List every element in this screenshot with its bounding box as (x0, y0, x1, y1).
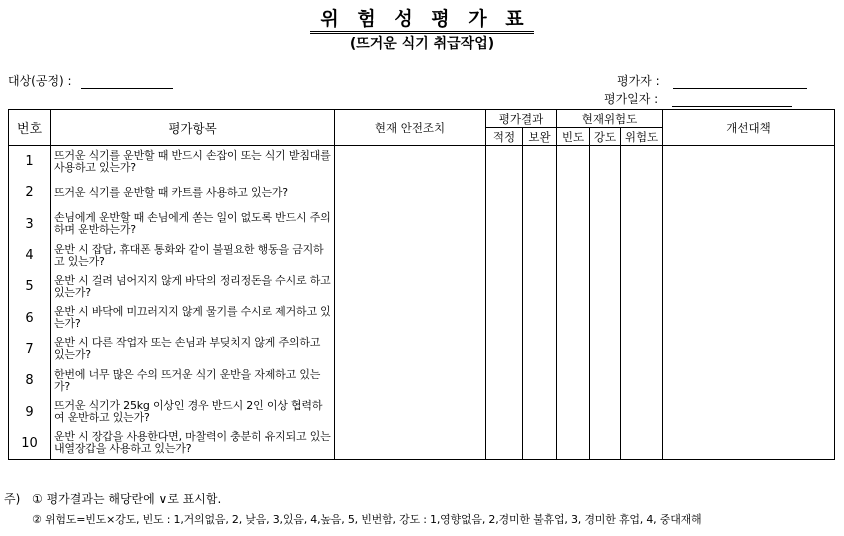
risk-degree-cell[interactable] (621, 302, 663, 333)
page-subtitle: (뜨거운 식기 취급작업) (349, 36, 495, 52)
risk-degree-cell[interactable] (621, 271, 663, 302)
frequency-cell[interactable] (557, 271, 590, 302)
severity-cell[interactable] (590, 177, 621, 208)
current-measure-cell[interactable] (335, 396, 486, 427)
evaluator-input-line[interactable] (673, 76, 807, 89)
severity-cell[interactable] (590, 146, 621, 178)
header-risk-degree: 위험도 (621, 128, 663, 146)
row-number: 9 (9, 396, 51, 427)
frequency-cell[interactable] (557, 334, 590, 365)
risk-degree-cell[interactable] (621, 396, 663, 427)
proper-cell[interactable] (486, 334, 523, 365)
row-number: 1 (9, 146, 51, 178)
risk-degree-cell[interactable] (621, 428, 663, 460)
row-eval-item: 뜨거운 식기가 25kg 이상인 경우 반드시 2인 이상 협력하여 운반하고 있는가? (51, 396, 335, 427)
header-no: 번호 (9, 110, 51, 146)
supplement-cell[interactable] (523, 209, 557, 240)
proper-cell[interactable] (486, 240, 523, 271)
improvement-cell[interactable] (663, 271, 835, 302)
row-number: 10 (9, 428, 51, 460)
severity-cell[interactable] (590, 396, 621, 427)
table-row (9, 334, 835, 365)
proper-cell[interactable] (486, 302, 523, 333)
severity-cell[interactable] (590, 365, 621, 396)
header-eval-result: 평가결과 (486, 110, 557, 128)
supplement-cell[interactable] (523, 271, 557, 302)
evaluator-label: 평가자 : (617, 74, 660, 88)
current-measure-cell[interactable] (335, 146, 486, 178)
proper-cell[interactable] (486, 177, 523, 208)
severity-cell[interactable] (590, 428, 621, 460)
table-row (9, 365, 835, 396)
header-current-risk: 현재위험도 (557, 110, 663, 128)
frequency-cell[interactable] (557, 428, 590, 460)
improvement-cell[interactable] (663, 209, 835, 240)
frequency-cell[interactable] (557, 302, 590, 333)
supplement-cell[interactable] (523, 396, 557, 427)
table-row (9, 240, 835, 271)
supplement-cell[interactable] (523, 428, 557, 460)
eval-date-field (604, 90, 792, 107)
proper-cell[interactable] (486, 146, 523, 178)
improvement-cell[interactable] (663, 146, 835, 178)
supplement-cell[interactable] (523, 302, 557, 333)
frequency-cell[interactable] (557, 365, 590, 396)
proper-cell[interactable] (486, 365, 523, 396)
target-field (8, 72, 173, 89)
row-eval-item: 한번에 너무 많은 수의 뜨거운 식기 운반을 자제하고 있는가? (51, 365, 335, 396)
header-proper: 적정 (486, 128, 523, 146)
table-row (9, 209, 835, 240)
header-improvement: 개선대책 (663, 110, 835, 146)
row-number: 5 (9, 271, 51, 302)
target-input-line[interactable] (81, 76, 173, 89)
risk-degree-cell[interactable] (621, 365, 663, 396)
header-supplement: 보완 (523, 128, 557, 146)
supplement-cell[interactable] (523, 240, 557, 271)
frequency-cell[interactable] (557, 396, 590, 427)
eval-date-label: 평가일자 : (604, 92, 659, 106)
table-row (9, 271, 835, 302)
row-number: 6 (9, 302, 51, 333)
improvement-cell[interactable] (663, 428, 835, 460)
eval-date-input-line[interactable] (672, 94, 792, 107)
severity-cell[interactable] (590, 209, 621, 240)
row-eval-item: 뜨거운 식기를 운반할 때 카트를 사용하고 있는가? (51, 177, 335, 208)
improvement-cell[interactable] (663, 365, 835, 396)
row-number: 8 (9, 365, 51, 396)
severity-cell[interactable] (590, 240, 621, 271)
header-severity: 강도 (590, 128, 621, 146)
improvement-cell[interactable] (663, 302, 835, 333)
improvement-cell[interactable] (663, 177, 835, 208)
row-eval-item: 뜨거운 식기를 운반할 때 반드시 손잡이 또는 식기 받침대를 사용하고 있는가? (51, 146, 335, 178)
proper-cell[interactable] (486, 396, 523, 427)
target-label: 대상(공정) : (8, 74, 72, 88)
risk-degree-cell[interactable] (621, 240, 663, 271)
page-title: 위 험 성 평 가 표 (0, 4, 844, 31)
current-measure-cell[interactable] (335, 271, 486, 302)
risk-assessment-table (8, 109, 835, 460)
frequency-cell[interactable] (557, 146, 590, 178)
header-item: 평가항목 (51, 110, 335, 146)
row-eval-item: 손님에게 운반할 때 손님에게 쏟는 일이 없도록 반드시 주의하며 운반하는가? (51, 209, 335, 240)
table-row (9, 302, 835, 333)
severity-cell[interactable] (590, 271, 621, 302)
risk-degree-cell[interactable] (621, 209, 663, 240)
risk-degree-cell[interactable] (621, 177, 663, 208)
row-eval-item: 운반 시 다른 작업자 또는 손님과 부딪치지 않게 주의하고 있는가? (51, 334, 335, 365)
evaluator-field (617, 72, 807, 89)
improvement-cell[interactable] (663, 396, 835, 427)
supplement-cell[interactable] (523, 365, 557, 396)
current-measure-cell[interactable] (335, 240, 486, 271)
current-measure-cell[interactable] (335, 428, 486, 460)
row-number: 2 (9, 177, 51, 208)
row-eval-item: 운반 시 잡담, 휴대폰 통화와 같이 불필요한 행동을 금지하고 있는가? (51, 240, 335, 271)
table-row (9, 396, 835, 427)
row-eval-item: 운반 시 바닥에 미끄러지지 않게 물기를 수시로 제거하고 있는가? (51, 302, 335, 333)
supplement-cell[interactable] (523, 334, 557, 365)
improvement-cell[interactable] (663, 240, 835, 271)
current-measure-cell[interactable] (335, 334, 486, 365)
header-current-measures: 현재 안전조치 (335, 110, 486, 146)
severity-cell[interactable] (590, 334, 621, 365)
risk-degree-cell[interactable] (621, 334, 663, 365)
table-row (9, 146, 835, 178)
row-eval-item: 운반 시 걸려 넘어지지 않게 바닥의 정리정돈을 수시로 하고 있는가? (51, 271, 335, 302)
notes-prefix: 주) (4, 492, 21, 506)
row-number: 7 (9, 334, 51, 365)
note-2: ② 위험도=빈도×강도, 빈도 : 1,거의없음, 2, 낮음, 3,있음, 4,높음, 5, 빈번함, 강도 : 1,영향없음, 2,경미한 불휴업, 3, 경미한 휴업, 4, 중대재해 (32, 513, 702, 526)
frequency-cell[interactable] (557, 240, 590, 271)
proper-cell[interactable] (486, 428, 523, 460)
frequency-cell[interactable] (557, 209, 590, 240)
note-1: ① 평가결과는 해당란에 ∨로 표시함. (32, 492, 222, 506)
proper-cell[interactable] (486, 271, 523, 302)
supplement-cell[interactable] (523, 146, 557, 178)
current-measure-cell[interactable] (335, 302, 486, 333)
severity-cell[interactable] (590, 302, 621, 333)
table-row (9, 177, 835, 208)
risk-degree-cell[interactable] (621, 146, 663, 178)
frequency-cell[interactable] (557, 177, 590, 208)
current-measure-cell[interactable] (335, 209, 486, 240)
proper-cell[interactable] (486, 209, 523, 240)
improvement-cell[interactable] (663, 334, 835, 365)
supplement-cell[interactable] (523, 177, 557, 208)
current-measure-cell[interactable] (335, 177, 486, 208)
current-measure-cell[interactable] (335, 365, 486, 396)
row-number: 4 (9, 240, 51, 271)
row-eval-item: 운반 시 장갑을 사용한다면, 마찰력이 충분히 유지되고 있는 내열장갑을 사용하고 있는가? (51, 428, 335, 460)
row-number: 3 (9, 209, 51, 240)
table-row (9, 428, 835, 460)
header-frequency: 빈도 (557, 128, 590, 146)
